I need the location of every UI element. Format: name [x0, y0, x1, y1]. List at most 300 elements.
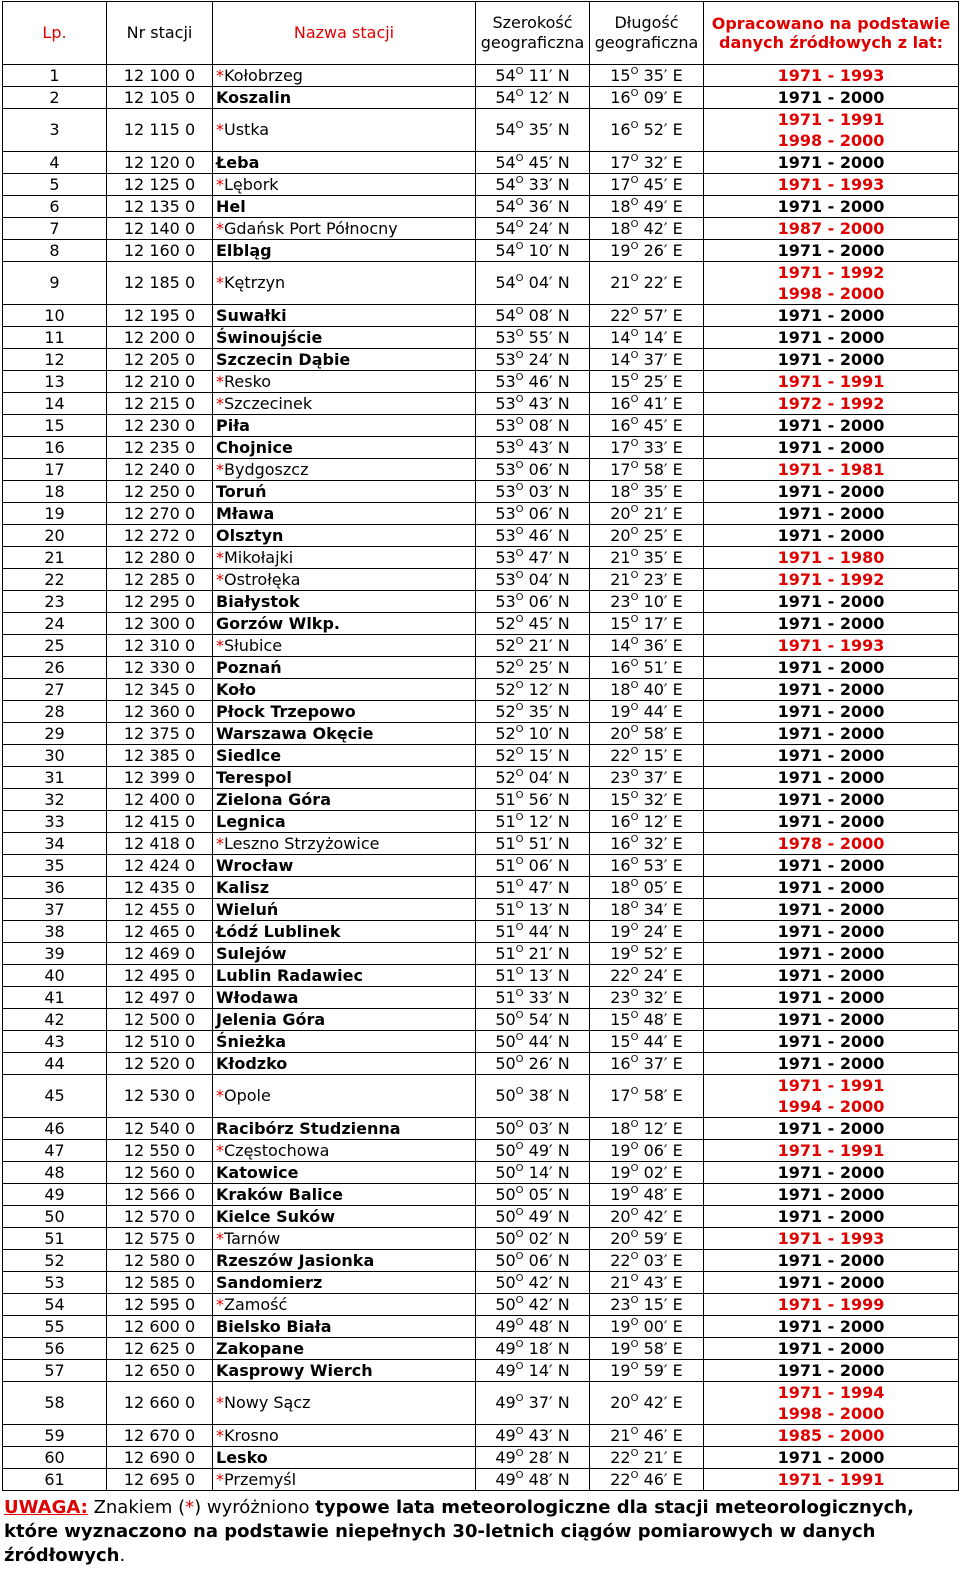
degree-sign: O	[630, 415, 639, 427]
station-name-cell	[213, 1382, 476, 1425]
latitude-minutes: 47	[528, 547, 549, 567]
row-number: 58	[3, 1382, 107, 1425]
latitude-degrees: 52	[495, 701, 516, 721]
footnote-label: UWAGA:	[4, 1497, 88, 1518]
latitude: $49^O$ 14′ N	[476, 1360, 590, 1382]
longitude-minutes: 24	[643, 921, 664, 941]
longitude: $15^O$ 35′ E	[590, 65, 704, 87]
table-row	[3, 1009, 959, 1031]
row-number: 45	[3, 1075, 107, 1118]
degree-sign: O	[630, 65, 639, 77]
data-period: 1971 - 1981	[777, 460, 885, 479]
longitude-minutes: 05	[643, 877, 664, 897]
degree-sign: O	[515, 1393, 524, 1404]
data-period: 1971 - 2000	[777, 1273, 885, 1292]
latitude: $53^O$ 43′ N	[476, 437, 590, 459]
station-name: Sulejów	[216, 943, 287, 963]
degree-sign: O	[630, 943, 639, 955]
row-number: 28	[3, 701, 107, 723]
station-number: 12 435 0	[107, 877, 213, 899]
longitude: $22^O$ 46′ E	[590, 1469, 704, 1491]
station-name: Wrocław	[216, 855, 294, 875]
station-number: 12 125 0	[107, 174, 213, 196]
degree-sign: O	[515, 1086, 524, 1097]
latitude-degrees: 49	[495, 1393, 516, 1412]
latitude-minutes: 49	[528, 1206, 549, 1226]
data-period: 1971 - 2000	[777, 680, 885, 699]
longitude-degrees: 21	[610, 569, 631, 589]
degree-sign: O	[630, 1338, 639, 1350]
table-row	[3, 767, 959, 789]
longitude: $16^O$ 12′ E	[590, 811, 704, 833]
data-period-cell	[704, 87, 959, 109]
degree-sign: O	[630, 1294, 639, 1306]
row-number: 34	[3, 833, 107, 855]
degree-sign: O	[515, 789, 524, 801]
table-row	[3, 109, 959, 152]
longitude: $18^O$ 12′ E	[590, 1118, 704, 1140]
latitude-minutes: 03	[528, 1118, 549, 1138]
latitude-minutes: 21	[528, 943, 549, 963]
station-name-cell	[213, 987, 476, 1009]
station-number: 12 270 0	[107, 503, 213, 525]
station-number: 12 600 0	[107, 1316, 213, 1338]
longitude: $23^O$ 37′ E	[590, 767, 704, 789]
longitude-minutes: 49	[643, 196, 664, 216]
degree-sign: O	[630, 679, 639, 691]
station-number: 12 195 0	[107, 305, 213, 327]
station-number: 12 160 0	[107, 240, 213, 262]
degree-sign: O	[630, 481, 639, 493]
degree-sign: O	[515, 1360, 524, 1372]
longitude-minutes: 25	[643, 371, 664, 391]
longitude: $18^O$ 34′ E	[590, 899, 704, 921]
data-period-cell	[704, 327, 959, 349]
latitude-degrees: 54	[495, 65, 516, 85]
data-period-cell	[704, 1360, 959, 1382]
station-number: 12 235 0	[107, 437, 213, 459]
data-period: 1971 - 2000	[777, 328, 885, 347]
degree-sign: O	[630, 1184, 639, 1196]
data-period-cell	[704, 1228, 959, 1250]
station-number: 12 185 0	[107, 262, 213, 305]
longitude: $21^O$ 46′ E	[590, 1425, 704, 1447]
data-period-cell	[704, 459, 959, 481]
data-period-cell	[704, 1469, 959, 1491]
station-number: 12 115 0	[107, 109, 213, 152]
longitude-degrees: 17	[610, 459, 631, 479]
longitude: $23^O$ 32′ E	[590, 987, 704, 1009]
degree-sign: O	[630, 1206, 639, 1218]
typical-year-marker: *	[216, 1228, 224, 1248]
degree-sign: O	[630, 349, 639, 361]
latitude-minutes: 42	[528, 1272, 549, 1292]
station-name-cell	[213, 1294, 476, 1316]
degree-sign: O	[515, 701, 524, 713]
longitude-degrees: 21	[610, 273, 631, 292]
station-name-cell	[213, 327, 476, 349]
latitude-degrees: 50	[495, 1162, 516, 1182]
longitude-degrees: 20	[610, 503, 631, 523]
longitude: $15^O$ 25′ E	[590, 371, 704, 393]
data-period-cell	[704, 745, 959, 767]
longitude-degrees: 23	[610, 767, 631, 787]
degree-sign: O	[515, 943, 524, 955]
typical-year-marker: *	[216, 1086, 224, 1105]
data-period: 1971 - 2000	[777, 153, 885, 172]
latitude: $54^O$ 11′ N	[476, 65, 590, 87]
degree-sign: O	[630, 371, 639, 383]
longitude-minutes: 53	[643, 855, 664, 875]
latitude-degrees: 51	[495, 921, 516, 941]
longitude-degrees: 19	[610, 240, 631, 260]
table-row	[3, 349, 959, 371]
latitude-degrees: 53	[495, 591, 516, 611]
station-number: 12 295 0	[107, 591, 213, 613]
station-name-cell	[213, 349, 476, 371]
table-row	[3, 547, 959, 569]
data-period: 1987 - 2000	[777, 219, 885, 238]
station-number: 12 310 0	[107, 635, 213, 657]
longitude-degrees: 19	[610, 1316, 631, 1336]
latitude-minutes: 51	[528, 833, 549, 853]
station-name: Koszalin	[216, 87, 292, 107]
latitude-minutes: 43	[528, 437, 549, 457]
data-period-cell	[704, 987, 959, 1009]
table-row	[3, 1338, 959, 1360]
table-row	[3, 679, 959, 701]
station-number: 12 566 0	[107, 1184, 213, 1206]
data-period-cell	[704, 569, 959, 591]
station-name: Terespol	[216, 767, 292, 787]
row-number: 21	[3, 547, 107, 569]
longitude-minutes: 15	[643, 745, 664, 765]
data-period: 1998 - 2000	[777, 284, 885, 303]
longitude-degrees: 22	[610, 745, 631, 765]
degree-sign: O	[515, 635, 524, 647]
station-name-cell	[213, 152, 476, 174]
latitude-degrees: 52	[495, 613, 516, 633]
data-period: 1971 - 2000	[777, 438, 885, 457]
latitude-degrees: 51	[495, 789, 516, 809]
data-period-cell	[704, 1294, 959, 1316]
latitude: $49^O$ 28′ N	[476, 1447, 590, 1469]
row-number: 11	[3, 327, 107, 349]
longitude-degrees: 22	[610, 1447, 631, 1467]
row-number: 39	[3, 943, 107, 965]
station-name-cell	[213, 701, 476, 723]
data-period: 1971 - 2000	[777, 1361, 885, 1380]
table-row	[3, 371, 959, 393]
station-number: 12 100 0	[107, 65, 213, 87]
longitude-degrees: 15	[610, 65, 631, 85]
footnote-star: *	[185, 1497, 195, 1518]
row-number: 4	[3, 152, 107, 174]
station-name: Piła	[216, 415, 250, 435]
data-period-cell	[704, 965, 959, 987]
longitude-minutes: 00	[643, 1316, 664, 1336]
longitude: $15^O$ 44′ E	[590, 1031, 704, 1053]
longitude: $14^O$ 14′ E	[590, 327, 704, 349]
latitude-minutes: 12	[528, 87, 549, 107]
latitude-minutes: 06	[528, 855, 549, 875]
longitude: $21^O$ 22′ E	[590, 262, 704, 305]
data-period-cell	[704, 679, 959, 701]
station-name-cell	[213, 965, 476, 987]
table-row	[3, 218, 959, 240]
latitude: $49^O$ 48′ N	[476, 1316, 590, 1338]
latitude-minutes: 12	[528, 679, 549, 699]
latitude-degrees: 49	[495, 1338, 516, 1358]
station-number: 12 580 0	[107, 1250, 213, 1272]
data-period: 1971 - 2000	[777, 1185, 885, 1204]
station-number: 12 120 0	[107, 152, 213, 174]
longitude: $22^O$ 15′ E	[590, 745, 704, 767]
degree-sign: O	[630, 547, 639, 559]
latitude-minutes: 13	[528, 899, 549, 919]
data-period: 1971 - 2000	[777, 306, 885, 325]
longitude-degrees: 21	[610, 547, 631, 567]
degree-sign: O	[630, 1393, 639, 1404]
table-row	[3, 635, 959, 657]
data-period: 1971 - 2000	[777, 197, 885, 216]
longitude-degrees: 21	[610, 1425, 631, 1445]
station-name-cell	[213, 109, 476, 152]
station-name: Szczecinek	[224, 393, 313, 413]
degree-sign: O	[515, 613, 524, 625]
longitude-minutes: 51	[643, 657, 664, 677]
longitude: $19^O$ 44′ E	[590, 701, 704, 723]
latitude-minutes: 45	[528, 152, 549, 172]
longitude-degrees: 15	[610, 1009, 631, 1029]
row-number: 60	[3, 1447, 107, 1469]
row-number: 24	[3, 613, 107, 635]
longitude-degrees: 16	[610, 1053, 631, 1073]
longitude-minutes: 58	[643, 459, 664, 479]
row-number: 10	[3, 305, 107, 327]
longitude-degrees: 22	[610, 965, 631, 985]
latitude: $54^O$ 04′ N	[476, 262, 590, 305]
latitude-minutes: 06	[528, 1250, 549, 1270]
degree-sign: O	[515, 371, 524, 383]
degree-sign: O	[515, 525, 524, 537]
data-period: 1971 - 2000	[777, 812, 885, 831]
data-period: 1971 - 2000	[777, 350, 885, 369]
latitude: $53^O$ 06′ N	[476, 591, 590, 613]
station-name: Mława	[216, 503, 275, 523]
data-period: 1971 - 2000	[777, 856, 885, 875]
latitude-degrees: 50	[495, 1031, 516, 1051]
station-name-cell	[213, 437, 476, 459]
longitude-minutes: 59	[643, 1360, 664, 1380]
latitude-minutes: 06	[528, 503, 549, 523]
degree-sign: O	[515, 437, 524, 449]
station-name-cell	[213, 1140, 476, 1162]
data-period-cell	[704, 503, 959, 525]
row-number: 16	[3, 437, 107, 459]
latitude-degrees: 50	[495, 1053, 516, 1073]
table-row	[3, 87, 959, 109]
degree-sign: O	[515, 305, 524, 317]
latitude-minutes: 14	[528, 1162, 549, 1182]
degree-sign: O	[515, 1184, 524, 1196]
station-name-cell	[213, 459, 476, 481]
degree-sign: O	[515, 569, 524, 581]
row-number: 29	[3, 723, 107, 745]
typical-year-marker: *	[216, 547, 224, 567]
station-name-cell	[213, 1075, 476, 1118]
station-number: 12 200 0	[107, 327, 213, 349]
longitude-degrees: 14	[610, 635, 631, 655]
row-number: 47	[3, 1140, 107, 1162]
latitude-degrees: 49	[495, 1469, 516, 1489]
table-row	[3, 1382, 959, 1425]
longitude: $14^O$ 36′ E	[590, 635, 704, 657]
latitude-degrees: 50	[495, 1118, 516, 1138]
degree-sign: O	[515, 415, 524, 427]
degree-sign: O	[515, 987, 524, 999]
longitude-degrees: 16	[610, 657, 631, 677]
station-number: 12 345 0	[107, 679, 213, 701]
longitude-minutes: 44	[643, 701, 664, 721]
typical-year-marker: *	[216, 459, 224, 479]
station-number: 12 415 0	[107, 811, 213, 833]
longitude-minutes: 37	[643, 767, 664, 787]
longitude-minutes: 35	[643, 65, 664, 85]
station-name: Zamość	[224, 1294, 288, 1314]
station-name-cell	[213, 415, 476, 437]
longitude-minutes: 32	[643, 789, 664, 809]
row-number: 48	[3, 1162, 107, 1184]
longitude-degrees: 18	[610, 196, 631, 216]
table-row	[3, 1272, 959, 1294]
table-row	[3, 437, 959, 459]
degree-sign: O	[630, 1009, 639, 1021]
row-number: 33	[3, 811, 107, 833]
data-period: 1971 - 2000	[777, 614, 885, 633]
latitude: $50^O$ 42′ N	[476, 1272, 590, 1294]
latitude: $50^O$ 05′ N	[476, 1184, 590, 1206]
station-name-cell	[213, 1118, 476, 1140]
table-row	[3, 811, 959, 833]
data-period: 1971 - 1993	[777, 1229, 885, 1248]
longitude-minutes: 43	[643, 1272, 664, 1292]
data-period-cell	[704, 789, 959, 811]
degree-sign: O	[515, 1009, 524, 1021]
longitude: $19^O$ 00′ E	[590, 1316, 704, 1338]
station-name-cell	[213, 1031, 476, 1053]
data-period-cell	[704, 415, 959, 437]
degree-sign: O	[515, 921, 524, 933]
row-number: 6	[3, 196, 107, 218]
data-period: 1971 - 2000	[777, 482, 885, 501]
latitude: $53^O$ 06′ N	[476, 459, 590, 481]
data-period: 1971 - 1992	[777, 570, 885, 589]
station-number: 12 140 0	[107, 218, 213, 240]
table-row	[3, 723, 959, 745]
degree-sign: O	[515, 657, 524, 669]
row-number: 49	[3, 1184, 107, 1206]
table-row	[3, 459, 959, 481]
latitude-minutes: 13	[528, 965, 549, 985]
station-number: 12 205 0	[107, 349, 213, 371]
table-row	[3, 613, 959, 635]
latitude-minutes: 46	[528, 371, 549, 391]
table-row	[3, 481, 959, 503]
latitude-degrees: 51	[495, 899, 516, 919]
data-period-cell	[704, 833, 959, 855]
degree-sign: O	[515, 1053, 524, 1065]
degree-sign: O	[630, 965, 639, 977]
degree-sign: O	[515, 1425, 524, 1437]
data-period-cell	[704, 1162, 959, 1184]
degree-sign: O	[630, 921, 639, 933]
degree-sign: O	[515, 1250, 524, 1262]
degree-sign: O	[630, 459, 639, 471]
station-name-cell	[213, 525, 476, 547]
station-name: Bielsko Biała	[216, 1316, 332, 1336]
typical-year-marker: *	[216, 635, 224, 655]
station-name: Chojnice	[216, 437, 293, 457]
latitude-degrees: 54	[495, 152, 516, 172]
degree-sign: O	[630, 152, 639, 164]
latitude-minutes: 43	[528, 1425, 549, 1445]
data-period-cell	[704, 1075, 959, 1118]
data-period-cell	[704, 437, 959, 459]
longitude-minutes: 58	[643, 1338, 664, 1358]
stations-table	[2, 1, 959, 1491]
latitude: $53^O$ 03′ N	[476, 481, 590, 503]
latitude-degrees: 53	[495, 327, 516, 347]
degree-sign: O	[515, 965, 524, 977]
station-name: Nowy Sącz	[224, 1393, 311, 1412]
degree-sign: O	[515, 481, 524, 493]
data-period-cell	[704, 371, 959, 393]
longitude-minutes: 48	[643, 1184, 664, 1204]
latitude-minutes: 49	[528, 1140, 549, 1160]
station-name: Kętrzyn	[224, 273, 286, 292]
data-period-cell	[704, 1250, 959, 1272]
station-number: 12 250 0	[107, 481, 213, 503]
data-period: 1971 - 2000	[777, 790, 885, 809]
longitude-degrees: 18	[610, 1118, 631, 1138]
station-name: Elbląg	[216, 240, 272, 260]
longitude-degrees: 19	[610, 1162, 631, 1182]
data-period: 1971 - 2000	[777, 768, 885, 787]
data-period-cell	[704, 65, 959, 87]
latitude: $51^O$ 47′ N	[476, 877, 590, 899]
degree-sign: O	[515, 591, 524, 603]
latitude-minutes: 54	[528, 1009, 549, 1029]
latitude-degrees: 53	[495, 437, 516, 457]
latitude: $51^O$ 13′ N	[476, 899, 590, 921]
latitude: $54^O$ 36′ N	[476, 196, 590, 218]
longitude-minutes: 02	[643, 1162, 664, 1182]
degree-sign: O	[630, 1447, 639, 1459]
data-period: 1971 - 1993	[777, 66, 885, 85]
table-header-row	[3, 2, 959, 65]
row-number: 43	[3, 1031, 107, 1053]
degree-sign: O	[515, 1294, 524, 1306]
latitude: $53^O$ 08′ N	[476, 415, 590, 437]
latitude-minutes: 56	[528, 789, 549, 809]
longitude-degrees: 20	[610, 1228, 631, 1248]
typical-year-marker: *	[216, 218, 224, 238]
longitude-minutes: 21	[643, 1447, 664, 1467]
degree-sign: O	[630, 635, 639, 647]
latitude: $50^O$ 02′ N	[476, 1228, 590, 1250]
degree-sign: O	[515, 273, 524, 284]
